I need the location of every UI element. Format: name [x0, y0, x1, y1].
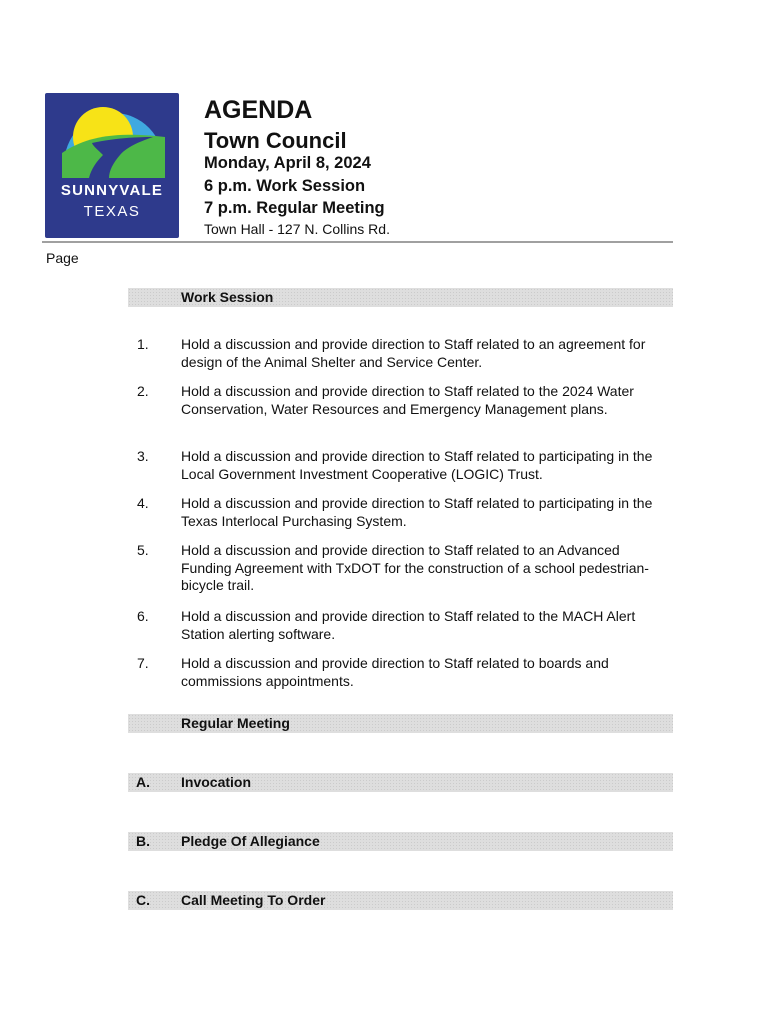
work-session-header — [128, 288, 673, 307]
item-number: 5. — [137, 542, 149, 558]
item-number: 7. — [137, 655, 149, 671]
council-name: Town Council — [204, 128, 347, 153]
logo-state-text: TEXAS — [83, 203, 141, 220]
meeting-location: Town Hall - 127 N. Collins Rd. — [204, 221, 390, 237]
item-number: 3. — [137, 448, 149, 464]
sunnyvale-logo — [45, 93, 179, 238]
agenda-item-text: Hold a discussion and provide direction to Staff related to participating in the Texas Interlocal Purchasing System. — [181, 495, 653, 529]
item-number: 4. — [137, 495, 149, 511]
item-number: 2. — [137, 383, 149, 399]
logo-name-text: SUNNYVALE — [60, 182, 164, 199]
section-call-to-order — [128, 891, 673, 910]
header-divider — [42, 241, 673, 243]
agenda-item-text: Hold a discussion and provide direction to Staff related to participating in the Local Government Investment Cooperative (LOGIC) Trust. — [181, 448, 653, 482]
section-invocation — [128, 773, 673, 792]
section-letter: A. — [136, 774, 150, 790]
agenda-item-text: Hold a discussion and provide direction to Staff related to the MACH Alert Station alerting software. — [181, 608, 636, 642]
section-letter: B. — [136, 833, 150, 849]
page-column-label: Page — [46, 250, 79, 266]
section-title: Invocation — [181, 774, 252, 790]
item-number: 6. — [137, 608, 149, 624]
agenda-item-text: Hold a discussion and provide direction to Staff related to boards and commissions appointments. — [181, 655, 609, 689]
section-title: Pledge Of Allegiance — [181, 833, 320, 849]
agenda-item-text: Hold a discussion and provide direction to Staff related to an Advanced Funding Agreement with TxDOT for the construction of a school pedestrian-bicycle trail. — [181, 542, 649, 593]
section-pledge — [128, 832, 673, 851]
item-number: 1. — [137, 336, 149, 352]
regular-meeting-header — [128, 714, 673, 733]
meeting-date: Monday, April 8, 2024 — [204, 154, 371, 172]
agenda-item-text: Hold a discussion and provide direction to Staff related to an agreement for design of the Animal Shelter and Service Center. — [181, 336, 646, 370]
regular-meeting-time: 7 p.m. Regular Meeting — [204, 199, 385, 217]
section-title: Work Session — [181, 289, 274, 305]
section-title: Regular Meeting — [181, 715, 290, 731]
agenda-title: AGENDA — [204, 96, 313, 124]
work-session-time: 6 p.m. Work Session — [204, 177, 366, 195]
section-letter: C. — [136, 892, 150, 908]
agenda-item-text: Hold a discussion and provide direction to Staff related to the 2024 Water Conservation, Water Resources and Emergency Management plans. — [181, 383, 634, 417]
section-title: Call Meeting To Order — [181, 892, 326, 908]
